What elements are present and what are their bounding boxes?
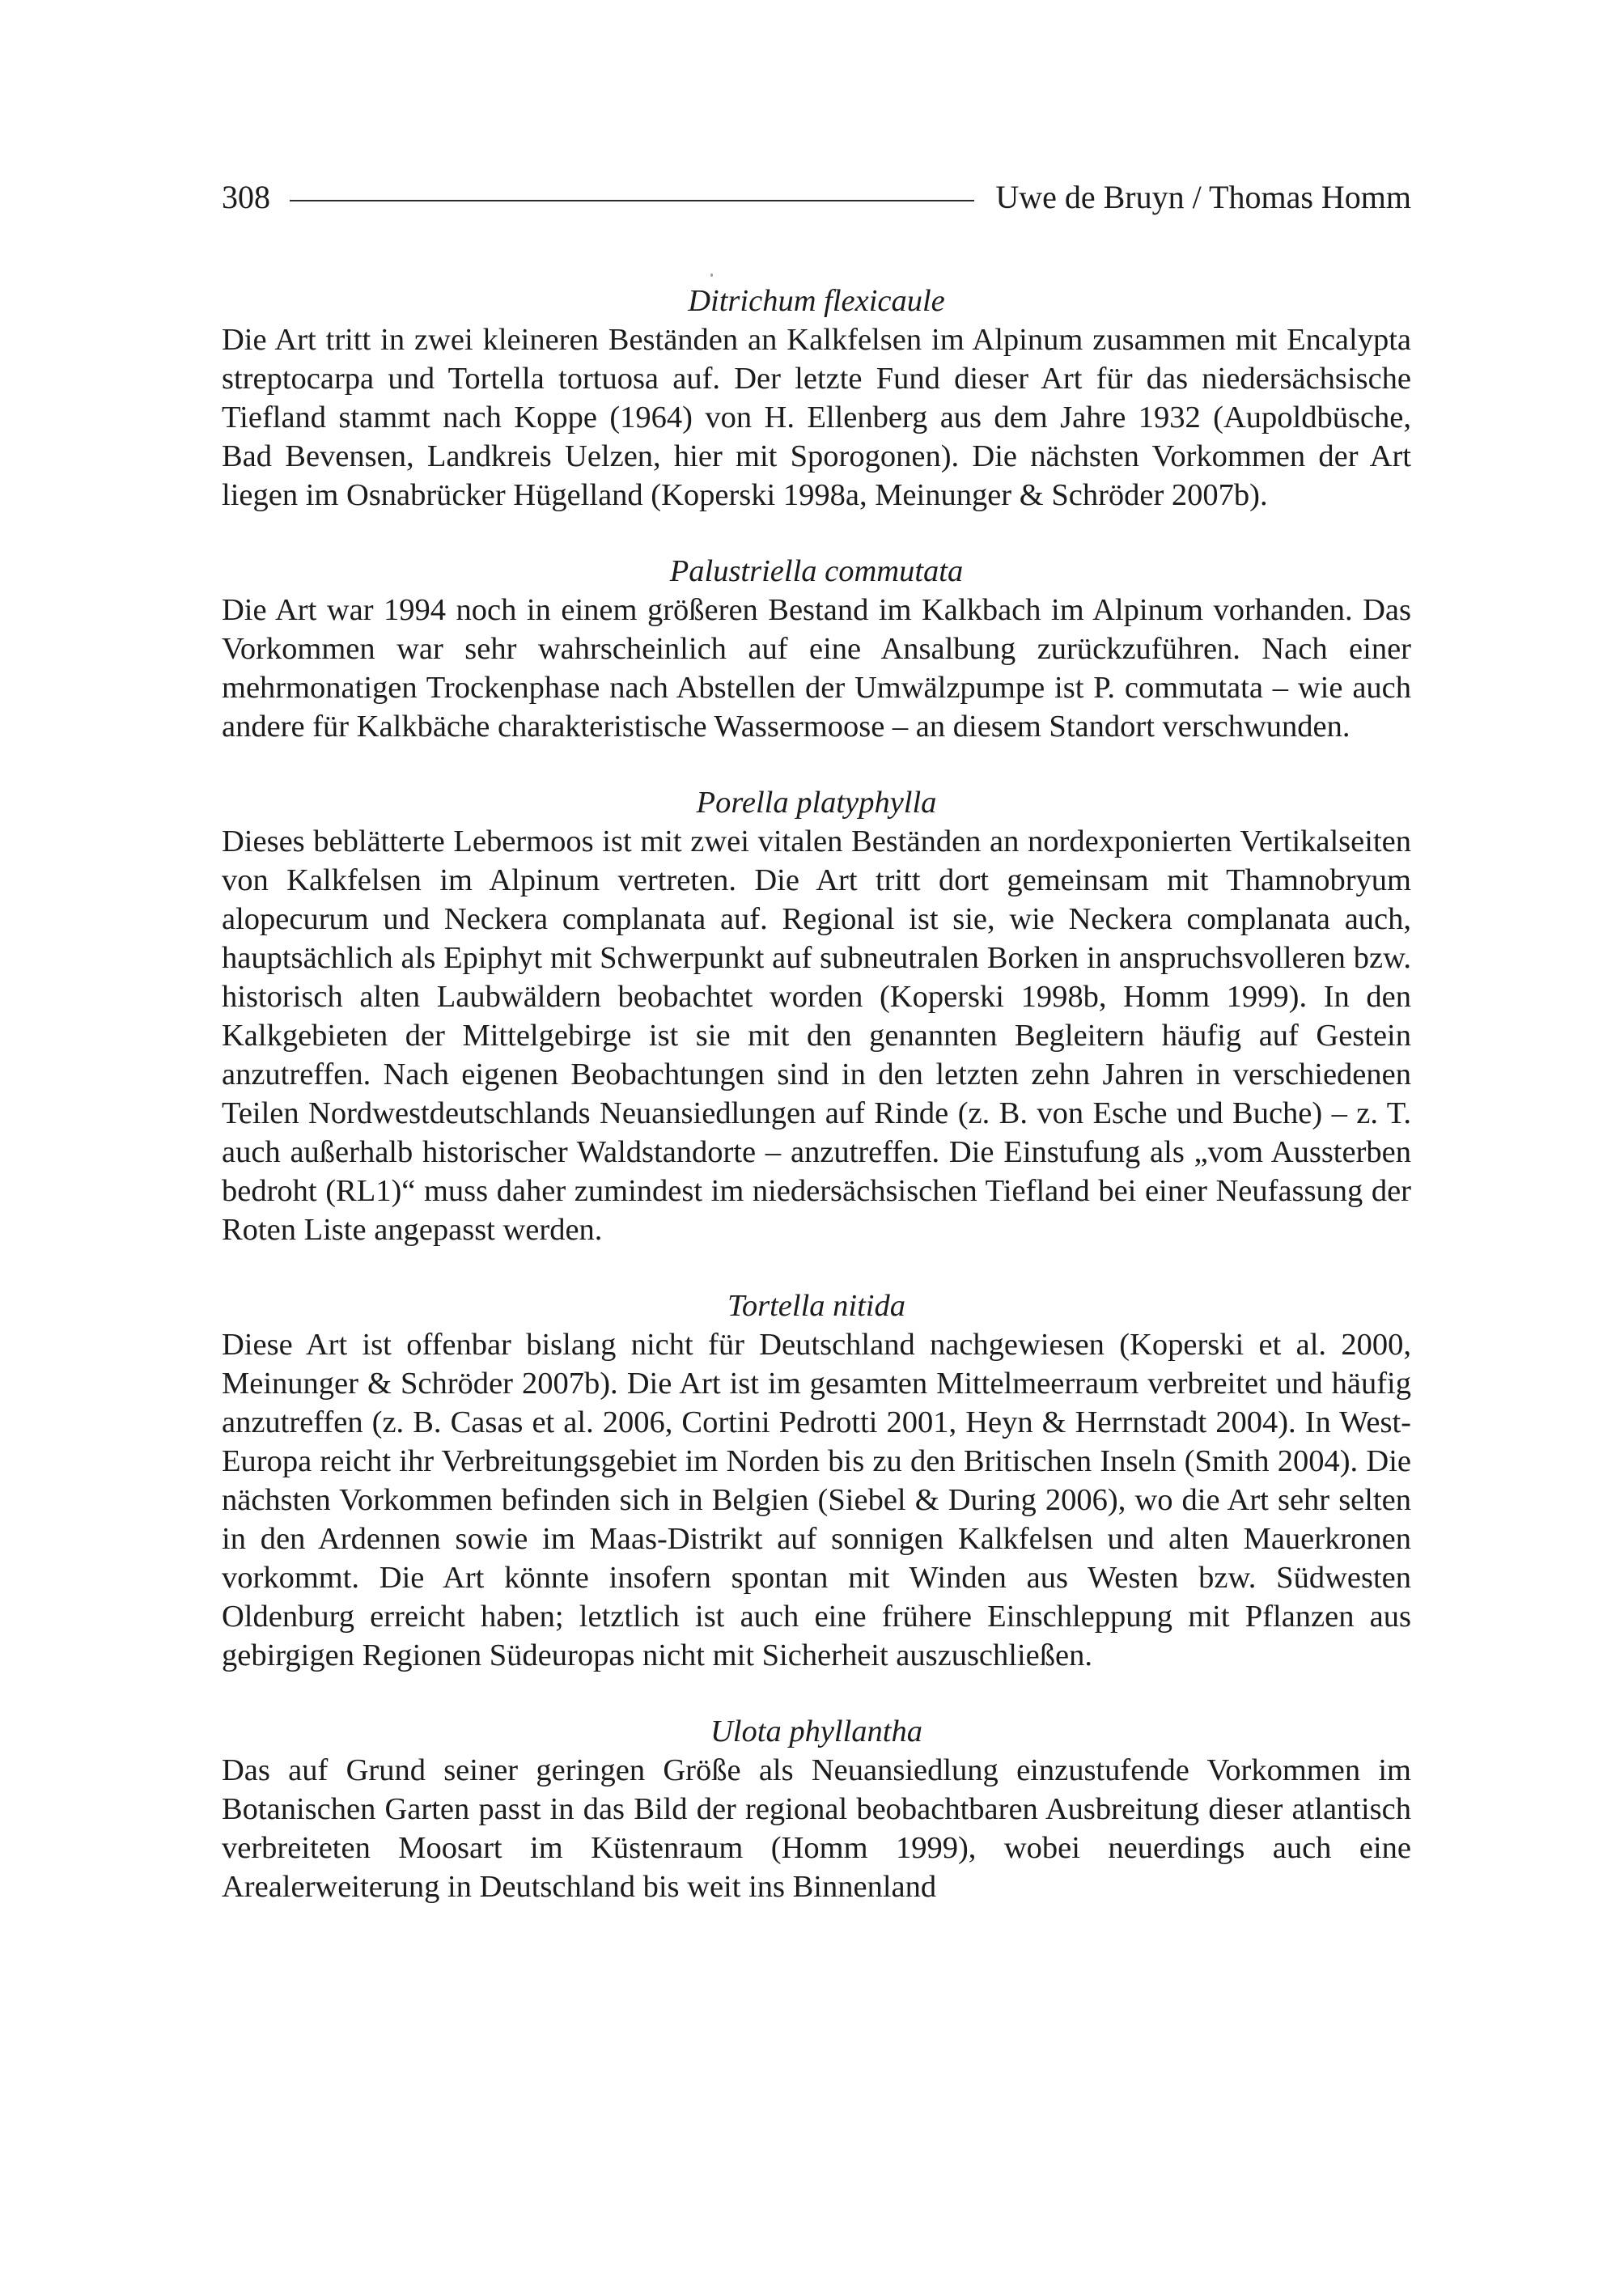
page-number: 308 xyxy=(222,179,270,215)
species-paragraph: Dieses beblätterte Lebermoos ist mit zwei vitalen Beständen an nordexponierten Vertikalseiten von Kalkfelsen im Alpinum vertreten. Die Art tritt dort gemeinsam mit Thamnobryum alopecurum und Neckera complanata auf. Regional ist sie, wie Neckera complanata auch, hauptsächlich als Epiphyt mit Schwerpunkt auf subneutralen Borken in anspruchsvolleren bzw. historisch alten Laubwäldern beobachtet worden (Koperski 1998b, Homm 1999). In den Kalkgebieten der Mittelgebirge ist sie mit den genannten Begleitern häufig auf Gestein anzutreffen. Nach eigenen Beobachtungen sind in den letzten zehn Jahren in verschiedenen Teilen Nordwestdeutschlands Neuansiedlungen auf Rinde (z. B. von Esche und Buche) – z. T. auch außerhalb historischer Waldstandorte – anzutreffen. Die Einstufung als „vom Aussterben bedroht (RL1)“ muss daher zumindest im niedersächsischen Tiefland bei einer Neufassung der Roten Liste angepasst werden. xyxy=(222,824,1411,1247)
running-head-authors: Uwe de Bruyn / Thomas Homm xyxy=(995,179,1411,215)
header-rule xyxy=(290,200,974,201)
page xyxy=(222,178,1411,1943)
running-head xyxy=(222,178,1411,217)
species-heading: Tortella nitida xyxy=(727,1289,905,1323)
species-section xyxy=(222,282,1411,515)
scan-speck xyxy=(710,273,713,277)
species-heading: Palustriella commutata xyxy=(669,554,964,588)
species-section xyxy=(222,1712,1411,1906)
species-section xyxy=(222,1286,1411,1675)
species-paragraph: Die Art war 1994 noch in einem größeren Bestand im Kalkbach im Alpinum vorhanden. Das Vorkommen war sehr wahrscheinlich auf eine Ansalbung zurückzuführen. Nach einer mehrmonatigen Trockenphase nach Abstellen der Umwälzpumpe ist P. commutata – wie auch andere für Kalkbäche charakteristische Wassermoose – an diesem Standort verschwunden. xyxy=(222,593,1411,744)
species-section xyxy=(222,783,1411,1249)
species-heading: Porella platyphylla xyxy=(696,786,937,820)
species-section xyxy=(222,552,1411,746)
article-body xyxy=(222,282,1411,1906)
species-paragraph: Das auf Grund seiner geringen Größe als Neuansiedlung einzustufende Vorkommen im Botanischen Garten passt in das Bild der regional beobachtbaren Ausbreitung dieser atlantisch verbreiteten Moosart im Küstenraum (Homm 1999), wobei neuerdings auch eine Arealerweiterung in Deutschland bis weit ins Binnenland xyxy=(222,1753,1411,1904)
species-paragraph: Diese Art ist offenbar bislang nicht für Deutschland nachgewiesen (Koperski et al. 2000, Meinunger & Schröder 2007b). Die Art ist im gesamten Mittelmeerraum verbreitet und häufig anzutreffen (z. B. Casas et al. 2006, Cortini Pedrotti 2001, Heyn & Herrnstadt 2004). In West-Europa reicht ihr Verbreitungsgebiet im Norden bis zu den Britischen Inseln (Smith 2004). Die nächsten Vorkommen befinden sich in Belgien (Siebel & During 2006), wo die Art sehr selten in den Ardennen sowie im Maas-Distrikt auf sonnigen Kalkfelsen und alten Mauerkronen vorkommt. Die Art könnte insofern spontan mit Winden aus Westen bzw. Südwesten Oldenburg erreicht haben; letztlich ist auch eine frühere Einschleppung mit Pflanzen aus gebirgigen Regionen Südeuropas nicht mit Sicherheit auszuschließen. xyxy=(222,1328,1411,1672)
species-paragraph: Die Art tritt in zwei kleineren Beständen an Kalkfelsen im Alpinum zusammen mit Encalypta streptocarpa und Tortella tortuosa auf. Der letzte Fund dieser Art für das niedersächsische Tiefland stammt nach Koppe (1964) von H. Ellenberg aus dem Jahre 1932 (Aupoldbüsche, Bad Bevensen, Landkreis Uelzen, hier mit Sporogonen). Die nächsten Vorkommen der Art liegen im Osnabrücker Hügelland (Koperski 1998a, Meinunger & Schröder 2007b). xyxy=(222,323,1411,512)
species-heading: Ulota phyllantha xyxy=(710,1714,922,1748)
species-heading: Ditrichum flexicaule xyxy=(688,284,945,318)
